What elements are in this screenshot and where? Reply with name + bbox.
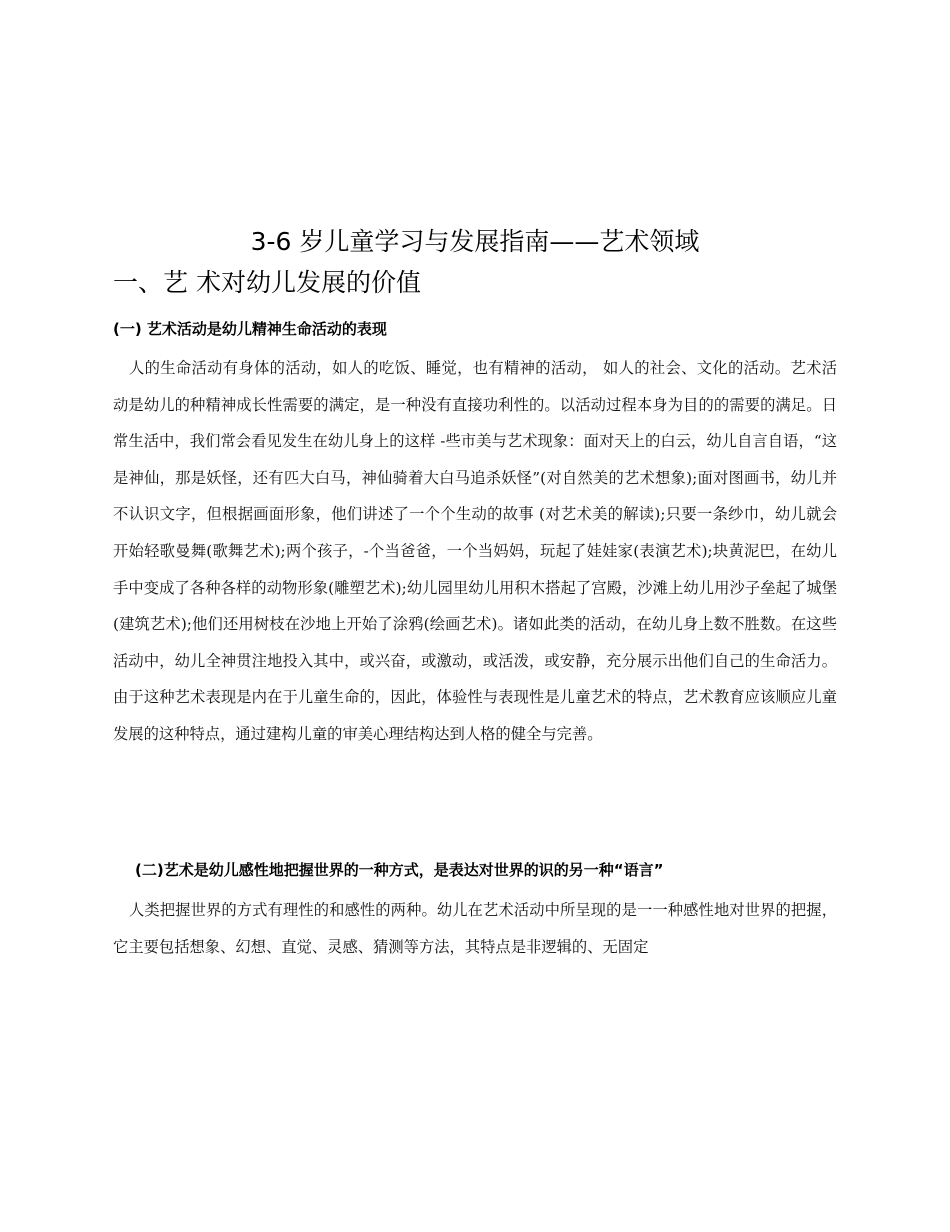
document-title: 3-6 岁儿童学习与发展指南——艺术领域 — [250, 227, 700, 256]
section-title: 一、艺 术对幼儿发展的价值 — [113, 268, 421, 297]
subsection-1-paragraph: 人的生命活动有身体的活动，如人的吃饭、睡觉，也有精神的活动， 如人的社会、文化的活动。艺术活动是幼儿的种精神成长性需要的满定，是一种没有直接功利性的。以活动过程本身为目的的需要的满足。日常生活中，我们常会看见发生在幼儿身上的这样 -些市美与艺术现象：面对天上的白云，幼儿自言自语，“这是神仙，那是妖怪，还有匹大白马，神仙骑着大白马追杀妖怪”(对自然美的艺术想象);面对图画书，幼儿并不认识文字，但根据画面形象，他们讲述了一个个生动的故事 (对艺术美的解读);只要一条纱巾，幼儿就会开始轻歌曼舞(歌舞艺术);两个孩子，-个当爸爸，一个当妈妈，玩起了娃娃家(表演艺术);块黄泥巴，在幼儿手中变成了各种各样的动物形象(雕塑艺术);幼儿园里幼儿用积木搭起了宫殿，沙滩上幼儿用沙子垒起了城堡 (建筑艺术);他们还用树枝在沙地上开始了涂鸦(绘画艺术)。诸如此类的活动，在幼儿身上数不胜数。在这些活动中，幼儿全神贯注地投入其中，或兴奋，或激动，或活泼，或安静，充分展示出他们自己的生命活力。由于这种艺术表现是内在于儿童生命的，因此，体验性与表现性是儿童艺术的特点，艺术教育应该顺应儿童发展的这种特点，通过建构儿童的审美心理结构达到人格的健全与完善。 — [113, 359, 837, 743]
subsection-2-heading: (二)艺术是幼儿感性地把握世界的一种方式，是表达对世界的识的另一种“语言” — [135, 861, 664, 879]
subsection-1-heading: (一) 艺术活动是幼儿精神生命活动的表现 — [113, 320, 387, 338]
subsection-2-paragraph: 人类把握世界的方式有理性的和感性的两种。幼儿在艺术活动中所呈现的是一一种感性地对世界的把握，它主要包括想象、幻想、直觉、灵感、猜测等方法，其特点是非逻辑的、无固定 — [113, 901, 837, 956]
